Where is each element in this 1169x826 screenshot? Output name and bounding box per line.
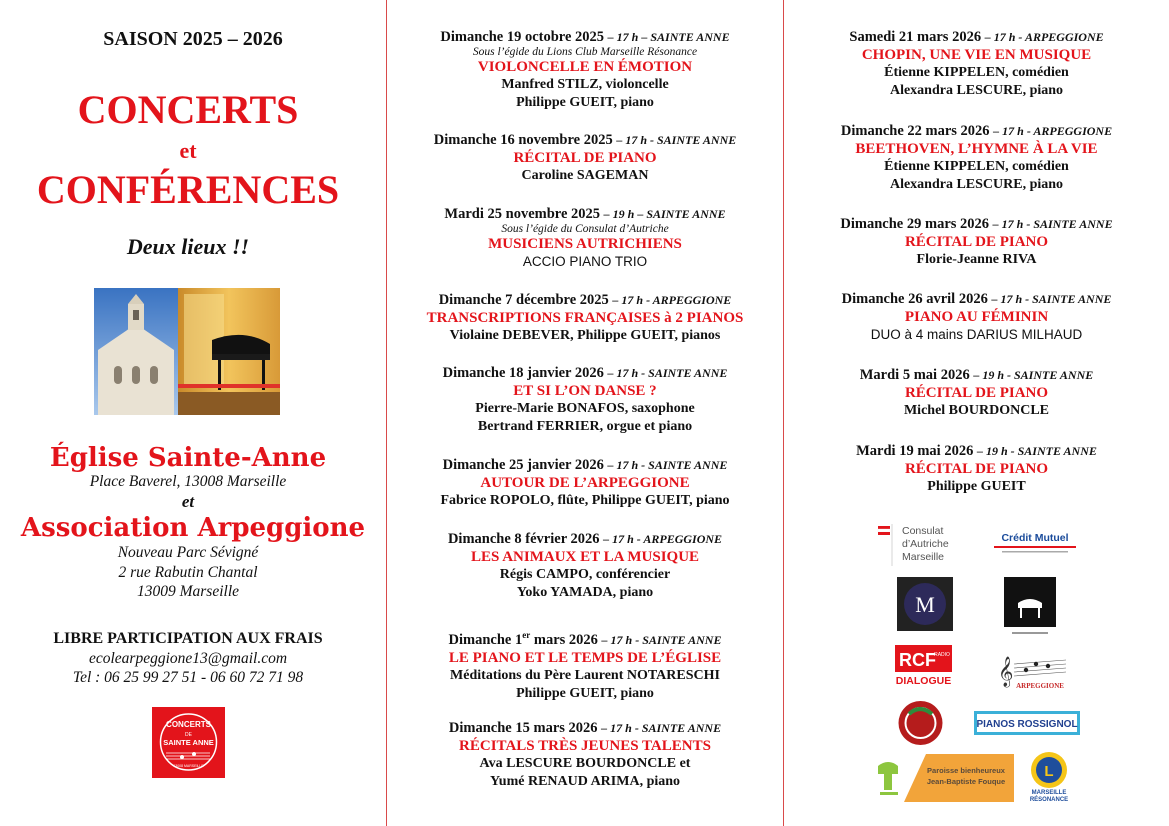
event-date: Dimanche 18 janvier 2026 xyxy=(442,365,604,381)
event-time-venue: – 17 h - ARPEGGIONE xyxy=(984,30,1104,44)
logo-text: MARSEILLE xyxy=(1031,790,1067,796)
event-date: Dimanche 7 décembre 2025 xyxy=(438,292,609,308)
event-performer: Pierre-Marie BONAFOS, saxophone xyxy=(475,401,695,416)
event-performer: Yoko YAMADA, piano xyxy=(516,585,654,600)
title-et: et xyxy=(179,138,197,163)
logo-text: Crédit Mutuel xyxy=(1001,532,1069,544)
event-item xyxy=(387,28,783,112)
event-title: RÉCITAL DE PIANO xyxy=(904,461,1049,477)
event-time-venue: – 17 h - ARPEGGIONE xyxy=(612,293,732,307)
event-title: BEETHOVEN, L’HYMNE À LA VIE xyxy=(855,141,1098,157)
event-time-venue: – 17 h - ARPEGGIONE xyxy=(603,532,723,546)
event-time-venue: – 17 h - ARPEGGIONE xyxy=(993,124,1113,138)
md-logo xyxy=(897,577,953,631)
event-date: Dimanche 29 mars 2026 xyxy=(840,216,990,232)
event-item xyxy=(387,719,783,791)
left-panel xyxy=(0,0,386,826)
event-item xyxy=(387,131,783,185)
event-date: Mardi 19 mai 2026 xyxy=(856,443,974,459)
event-date: Dimanche 19 octobre 2025 xyxy=(440,29,605,45)
event-title: AUTOUR DE L’ARPEGGIONE xyxy=(480,475,690,491)
event-title: CHOPIN, UNE VIE EN MUSIQUE xyxy=(861,47,1092,63)
event-item xyxy=(784,215,1169,269)
event-date: Dimanche 26 avril 2026 xyxy=(841,291,988,307)
event-item xyxy=(784,366,1169,420)
event-patronage: Sous l’égide du Lions Club Marseille Résonance xyxy=(472,46,698,58)
logo-text: d’Autriche xyxy=(902,538,949,550)
svg-text:𝄞: 𝄞 xyxy=(998,657,1014,687)
event-title: LES ANIMAUX ET LA MUSIQUE xyxy=(470,549,700,565)
event-item xyxy=(784,290,1169,344)
lions-club-logo xyxy=(1022,750,1076,802)
event-time-venue: – 19 h - SAINTE ANNE xyxy=(973,368,1094,382)
logo-text: SAINTE ANNE xyxy=(163,738,214,747)
contact-phone: Tel : 06 25 99 27 51 - 06 60 72 71 98 xyxy=(72,669,304,686)
event-performer: Yumé RENAUD ARIMA, piano xyxy=(489,774,681,789)
venue-sainte-anne-address: Place Baverel, 13008 Marseille xyxy=(89,473,287,490)
event-time-venue: – 17 h - SAINTE ANNE xyxy=(607,458,728,472)
event-performer: Étienne KIPPELEN, comédien xyxy=(884,159,1069,174)
event-performer: Ava LESCURE BOURDONCLE et xyxy=(479,756,691,771)
event-date: Dimanche 8 février 2026 xyxy=(447,531,600,547)
venue-arpeggione-address-line: 13009 Marseille xyxy=(136,583,240,600)
event-date: mars 2026 xyxy=(530,631,598,648)
event-title: RÉCITAL DE PIANO xyxy=(904,234,1049,250)
venues-photo xyxy=(94,288,280,415)
event-title: LE PIANO ET LE TEMPS DE L’ÉGLISE xyxy=(448,649,722,666)
pianos-rossignol-logo xyxy=(974,711,1080,735)
event-performer: Violaine DEBEVER, Philippe GUEIT, pianos xyxy=(449,328,721,343)
consulat-autriche-logo xyxy=(876,520,960,570)
svg-text:M: M xyxy=(915,592,935,617)
title-conferences: CONFÉRENCES xyxy=(36,167,340,212)
event-performer: Alexandra LESCURE, piano xyxy=(889,177,1064,192)
rcf-radio-logo xyxy=(895,645,952,687)
tagline: Deux lieux !! xyxy=(126,234,250,259)
event-performer: Manfred STILZ, violoncelle xyxy=(501,77,669,92)
logo-text: DE xyxy=(185,732,192,738)
event-date: Samedi 21 mars 2026 xyxy=(849,29,982,45)
event-title: TRANSCRIPTIONS FRANÇAISES à 2 PIANOS xyxy=(426,310,744,326)
event-date: Dimanche 16 novembre 2025 xyxy=(433,132,613,148)
event-performer: Caroline SAGEMAN xyxy=(521,168,649,183)
paroisse-logo xyxy=(874,752,1014,802)
event-item xyxy=(387,456,783,510)
event-item xyxy=(387,291,783,345)
season-heading: SAISON 2025 – 2026 xyxy=(103,28,283,50)
arpeggione-logo xyxy=(996,650,1068,692)
logo-text: PIANOS ROSSIGNOL xyxy=(976,719,1078,730)
event-title: VIOLONCELLE EN ÉMOTION xyxy=(477,59,693,75)
event-time-venue: – 17 h - SAINTE ANNE xyxy=(616,133,737,147)
event-performer: Florie-Jeanne RIVA xyxy=(916,252,1037,267)
event-time-venue: – 17 h - SAINTE ANNE xyxy=(601,632,722,647)
event-item xyxy=(387,626,783,703)
event-performer: DUO à 4 mains DARIUS MILHAUD xyxy=(870,327,1083,342)
venue-arpeggione-address-line: Nouveau Parc Sévigné xyxy=(117,544,259,561)
concerts-sainte-anne-logo xyxy=(152,707,225,778)
participation-notice: LIBRE PARTICIPATION AUX FRAIS xyxy=(53,630,323,647)
event-time-venue: – 17 h - SAINTE ANNE xyxy=(992,217,1113,231)
logo-text: DIALOGUE xyxy=(895,675,952,687)
event-date: Dimanche 22 mars 2026 xyxy=(840,123,990,139)
event-performer: Alexandra LESCURE, piano xyxy=(889,83,1064,98)
logo-text: Consulat xyxy=(902,525,944,537)
event-title: PIANO AU FÉMININ xyxy=(904,309,1049,325)
event-performer: Philippe GUEIT, piano xyxy=(516,95,654,110)
event-performer: ACCIO PIANO TRIO xyxy=(522,254,648,269)
event-date: Mardi 5 mai 2026 xyxy=(859,367,970,383)
events-column-right xyxy=(784,0,1169,826)
event-date: Dimanche 25 janvier 2026 xyxy=(442,457,604,473)
logo-text: ARPEGGIONE xyxy=(1016,682,1064,690)
event-time-venue: – 17 h - SAINTE ANNE xyxy=(607,366,728,380)
event-performer: Régis CAMPO, conférencier xyxy=(499,567,671,582)
event-performer: Michel BOURDONCLE xyxy=(903,403,1050,418)
credit-mutuel-logo xyxy=(982,527,1088,557)
event-title: MUSICIENS AUTRICHIENS xyxy=(488,236,682,252)
event-title: ET SI L’ON DANSE ? xyxy=(513,383,657,399)
event-performer: Méditations du Père Laurent NOTARESCHI xyxy=(450,667,720,683)
event-date: Dimanche 15 mars 2026 xyxy=(448,720,598,736)
venue-sainte-anne-name: Église Sainte-Anne xyxy=(49,443,327,473)
logo-text: Marseille xyxy=(902,551,945,563)
venue-arpeggione-address-line: 2 rue Rabutin Chantal xyxy=(118,564,258,581)
event-performer: Philippe GUEIT xyxy=(927,479,1026,494)
logo-text: RADIO xyxy=(934,652,950,658)
event-patronage: Sous l’égide du Consulat d’Autriche xyxy=(501,223,669,235)
logo-text: RCF xyxy=(899,650,936,670)
event-item xyxy=(784,28,1169,100)
logo-text: RÉSONANCE xyxy=(1029,797,1069,802)
event-date-ordinal: er xyxy=(522,630,531,640)
tchitchou-logo xyxy=(897,700,944,746)
event-time-venue: – 19 h - SAINTE ANNE xyxy=(976,444,1097,458)
event-item xyxy=(784,442,1169,496)
event-performer: Philippe GUEIT, piano xyxy=(516,685,654,701)
event-title: RÉCITAL DE PIANO xyxy=(904,385,1049,401)
event-time-venue: – 17 h – SAINTE ANNE xyxy=(607,30,730,44)
event-performer: Bertrand FERRIER, orgue et piano xyxy=(477,419,693,434)
event-time-venue: – 17 h - SAINTE ANNE xyxy=(601,721,722,735)
events-column-middle xyxy=(387,0,783,826)
logo-text: CONCERTS xyxy=(166,720,211,729)
event-item xyxy=(387,530,783,602)
event-title: RÉCITAL DE PIANO xyxy=(513,150,657,166)
event-item xyxy=(387,364,783,436)
logo-text: 13008 MARSEILLE xyxy=(173,764,204,768)
event-item xyxy=(784,122,1169,194)
contact-email[interactable]: ecolearpeggione13@gmail.com xyxy=(88,650,288,667)
event-performer: Étienne KIPPELEN, comédien xyxy=(884,65,1069,80)
event-time-venue: – 17 h - SAINTE ANNE xyxy=(991,292,1112,306)
event-item xyxy=(387,205,783,271)
logo-text: Jean-Baptiste Fouque xyxy=(926,777,1006,786)
logo-text: Paroisse bienheureux xyxy=(927,766,1005,775)
title-concerts: CONCERTS xyxy=(77,87,299,132)
event-date: Dimanche 1 xyxy=(448,631,523,648)
event-title: RÉCITALS TRÈS JEUNES TALENTS xyxy=(459,738,711,754)
svg-text:L: L xyxy=(1044,763,1054,780)
event-time-venue: – 19 h – SAINTE ANNE xyxy=(603,207,726,221)
event-date: Mardi 25 novembre 2025 xyxy=(444,206,601,222)
venue-connector: et xyxy=(181,492,195,511)
venue-arpeggione-name: Association Arpeggione xyxy=(20,513,366,543)
event-performer: Fabrice ROPOLO, flûte, Philippe GUEIT, piano xyxy=(440,493,730,508)
piano-school-logo xyxy=(1004,577,1056,640)
